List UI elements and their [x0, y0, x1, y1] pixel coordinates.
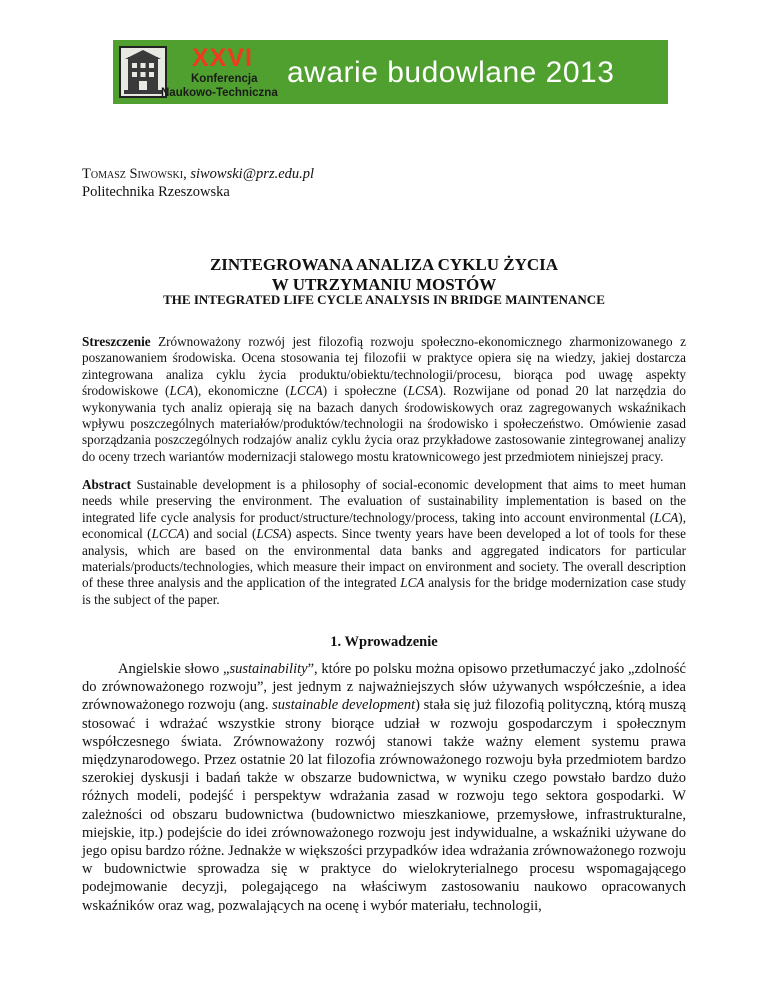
- body-term: sustainable development: [272, 697, 416, 714]
- body-text: Angielskie słowo „: [118, 661, 230, 677]
- abstract-polish-label: Streszczenie: [82, 334, 151, 349]
- paper-title-en: THE INTEGRATED LIFE CYCLE ANALYSIS IN BRIDGE MAINTENANCE: [163, 292, 605, 307]
- acronym-lca: LCA: [654, 509, 679, 525]
- abstract-english-text: ) aspects. Since twenty years have been developed a lot of tools for these analysis, which are based on the environmental data banks and aggregated indicators for particular materials/products/technologies, which measure their impact on environment and society. The overall description of these three analysis and the application of the integrated: [82, 526, 686, 591]
- author-affiliation: Politechnika Rzeszowska: [82, 184, 230, 200]
- abstract-english-label: Abstract: [82, 477, 132, 492]
- conference-banner: [113, 40, 668, 104]
- author-name: Tomasz Siwowski,: [82, 166, 187, 182]
- acronym-lcca: LCCA: [151, 526, 185, 542]
- acronym-lca: LCA: [169, 383, 194, 399]
- section-heading: 1. Wprowadzenie: [330, 634, 438, 650]
- abstract-english-text: analysis for the bridge modernization case study is the subject of the paper.: [82, 575, 686, 607]
- acronym-lcca: LCCA: [289, 383, 323, 399]
- abstract-polish-text: ) i społeczne (: [322, 383, 408, 399]
- abstract-polish-text: ), ekonomiczne (: [193, 383, 290, 399]
- abstract-polish: [82, 334, 686, 465]
- author-line: [82, 165, 314, 183]
- abstract-polish-text: ). Rozwijane od ponad 20 lat narzędzia do wykonywania tych analiz opierają się na bazach danych środowiskowych oraz zagregowanych wskaźnikach wpływu poszczególnych materiałów/produktów/technologii na środowisko i społeczeństwo. Omówienie zasad sporządzania poszczególnych rodzajów analiz cyklu życia oraz przykładowe zastosowanie zintegrowanej analizy do oceny trzech wariantów modernizacji stalowego mostu kratownicowego jest przedmiotem niniejszej pracy.: [82, 383, 686, 464]
- abstract-english-text: ) and social (: [184, 526, 257, 542]
- paper-title-pl-line1: ZINTEGROWANA ANALIZA CYKLU ŻYCIA: [209, 255, 559, 274]
- body-text: ”, które po polsku można opisowo przetłumaczyć jako „zdolność do zrównoważonego rozwoju”, jest jednym z najważniejszych słów używanych współcześnie, a idea zrównoważonego rozwoju (ang.: [82, 661, 686, 714]
- conference-label-line2: Naukowo-Techniczna: [161, 87, 278, 99]
- author-block: [82, 165, 314, 201]
- conference-name: awarie budowlane 2013: [287, 56, 615, 89]
- conference-number: XXVI: [192, 44, 253, 72]
- body-term: sustainability: [229, 661, 308, 677]
- abstract-polish-text: Zrównoważony rozwój jest filozofią rozwoju społeczno-ekonomicznego zharmonizowanego z poszanowaniem środowiska. Ocena stosowania tej filozofii w praktyce opiera się na wiedzy, jakiej dostarcza zintegrowana analiza cyklu życia produktu/obiektu/technologii/procesu, biorąca pod uwagę aspekty środowiskowe (: [82, 334, 686, 399]
- acronym-lcsa: LCSA: [407, 383, 439, 399]
- section-body: [82, 660, 686, 915]
- author-email[interactable]: siwowski@prz.edu.pl: [190, 166, 315, 182]
- abstract-english-text: ), economical (: [82, 509, 686, 542]
- body-text: ) stała się już filozofią polityczną, którą muszą stosować i wdrażać wszystkie strony biorące udział w rozwoju gospodarczym i społecznym współczesnego świata. Zrównoważony rozwój stanowi także ważny element systemu prawa międzynarodowego. Przez ostatnie 20 lat filozofia zrównoważonego rozwoju była przedmiotem bardzo szerokiej dyskusji i badań także w obszarze budownictwa, w wyniku czego powstało bardzo dużo różnych modeli, podejść i perspektyw wdrażania zasad w rozwoju tego sektora gospodarki. W zależności od obszaru budownictwa (budownictwo mieszkaniowe, przemysłowe, infrastrukturalne, miejskie, itp.) podejście do idei zrównoważonego rozwoju jest indywidualne, a wskaźniki używane do jego opisu bardzo różne. Jednakże w większości przypadków idea wdrażania zrównoważonego rozwoju w budownictwie sprowadza się w praktyce do wielokryterialnego procesu wspomagającego podejmowanie decyzji, polegającego na właściwym zastosowaniu naukowo opracowanych wskaźników oraz wag, pozwalających na ocenę i wybór materiału, technologii,: [82, 697, 686, 914]
- abstract-english-text: Sustainable development is a philosophy of social-economic development that aims to meet human needs while preserving the environment. The evaluation of sustainability implementation is based on the integrated life cycle analysis for product/structure/technology/process, taking into account environmental (: [82, 477, 687, 525]
- building-logo-icon: [119, 46, 167, 98]
- conference-label-line1: Konferencja: [191, 73, 258, 85]
- abstract-english: [82, 477, 686, 608]
- acronym-lca: LCA: [400, 575, 425, 591]
- paper-title-pl-line2: W UTRZYMANIU MOSTÓW: [271, 275, 497, 294]
- acronym-lcsa: LCSA: [256, 526, 288, 542]
